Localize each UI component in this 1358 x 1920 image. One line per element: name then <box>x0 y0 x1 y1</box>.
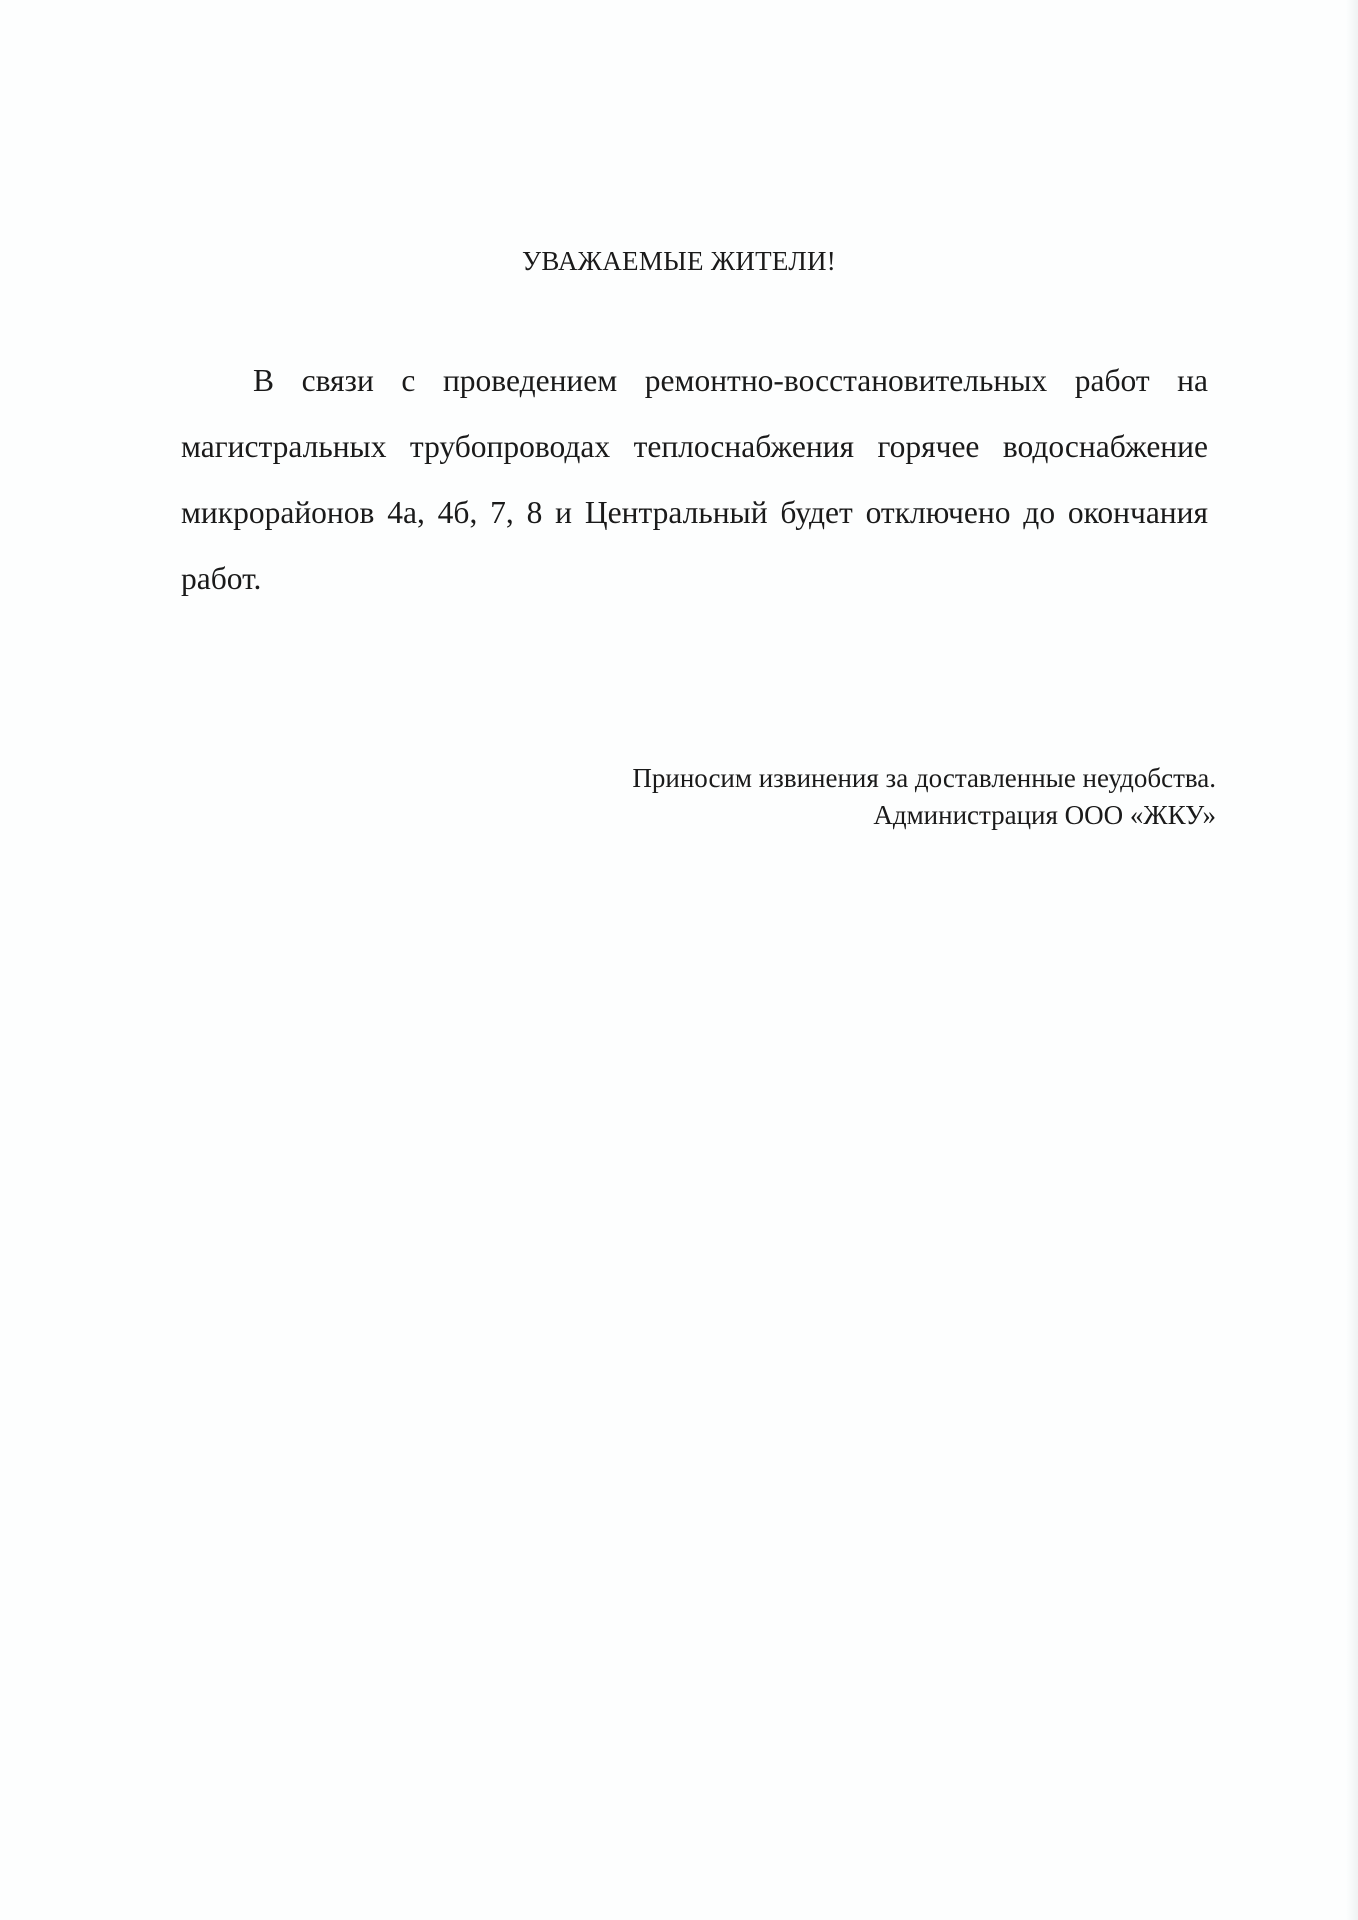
closing-block <box>496 760 1216 834</box>
page-edge-shadow <box>1346 0 1358 1920</box>
notice-heading: УВАЖАЕМЫЕ ЖИТЕЛИ! <box>521 246 837 276</box>
apology-line: Приносим извинения за доставленные неудобства. <box>632 763 1216 793</box>
notice-body: В связи с проведением ремонтно-восстановительных работ на магистральных трубопроводах теплоснабжения горячее водоснабжение микрорайонов 4а, 4б, 7, 8 и Центральный будет отключено до окончания работ. <box>181 363 1208 596</box>
signature-line: Администрация ООО «ЖКУ» <box>873 800 1216 830</box>
